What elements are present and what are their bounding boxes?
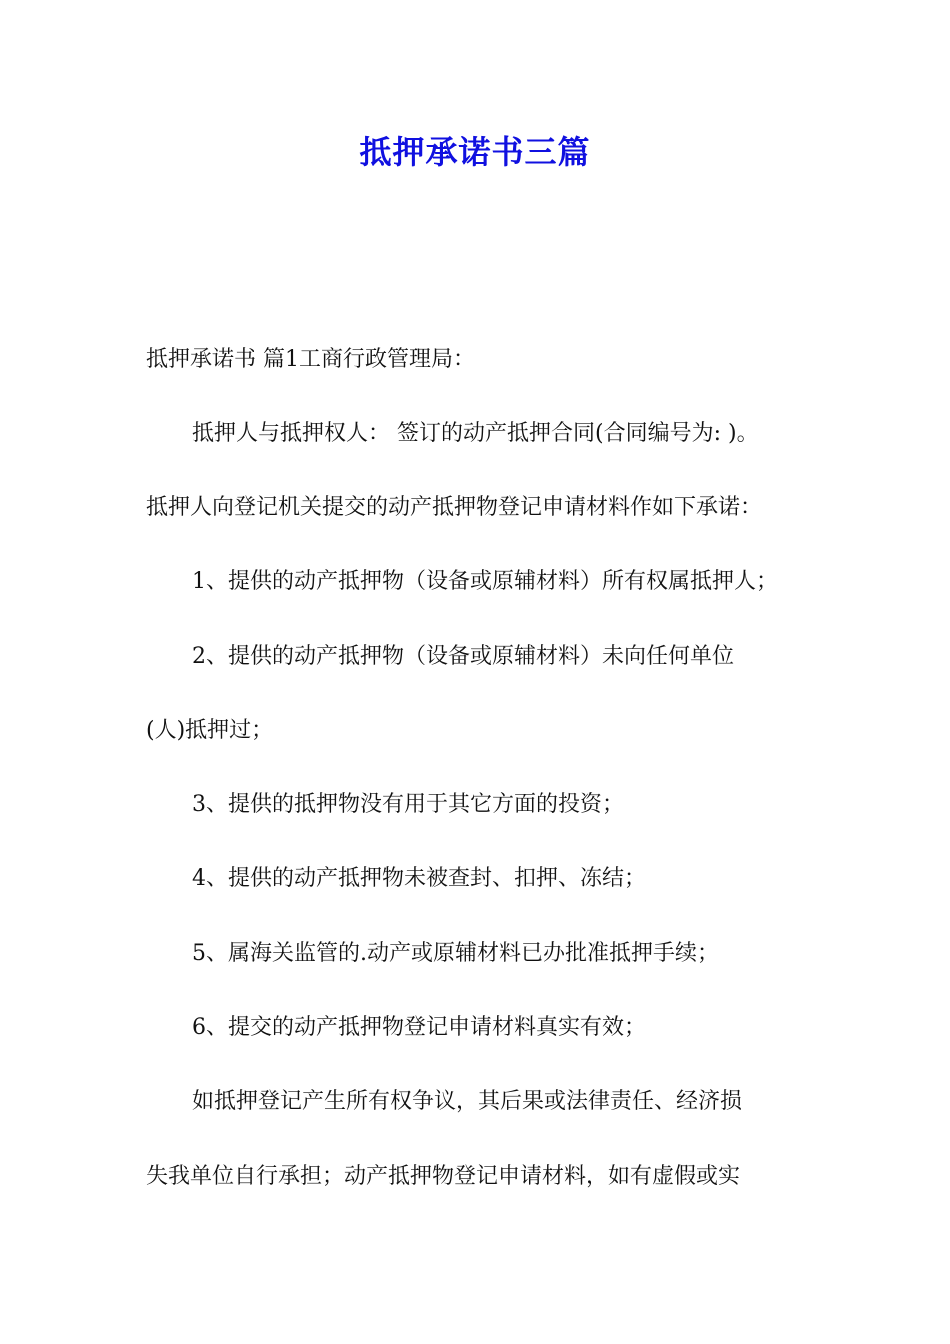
document-title: 抵押承诺书三篇 — [359, 133, 591, 171]
list-item: 3、提供的抵押物没有用于其它方面的投资； — [192, 792, 624, 817]
list-item: 1、提供的动产抵押物（设备或原辅材料）所有权属抵押人； — [192, 569, 778, 594]
list-item-continuation: (人)抵押过； — [146, 718, 274, 743]
list-item: 6、提交的动产抵押物登记申请材料真实有效； — [192, 1015, 646, 1040]
paragraph-line: 失我单位自行承担；动产抵押物登记申请材料，如有虚假或实 — [146, 1164, 741, 1189]
paragraph-line: 抵押承诺书 篇1工商行政管理局： — [146, 347, 475, 372]
paragraph-line: 抵押人向登记机关提交的动产抵押物登记申请材料作如下承诺： — [146, 495, 763, 520]
list-item: 4、提供的动产抵押物未被查封、扣押、冻结； — [192, 866, 646, 891]
list-item: 2、提供的动产抵押物（设备或原辅材料）未向任何单位 — [192, 644, 734, 669]
list-item: 5、属海关监管的.动产或原辅材料已办批准抵押手续； — [192, 941, 719, 966]
paragraph-line: 抵押人与抵押权人： 签订的动产抵押合同(合同编号为: )。 — [192, 421, 759, 446]
paragraph-line: 如抵押登记产生所有权争议，其后果或法律责任、经济损 — [192, 1089, 743, 1114]
